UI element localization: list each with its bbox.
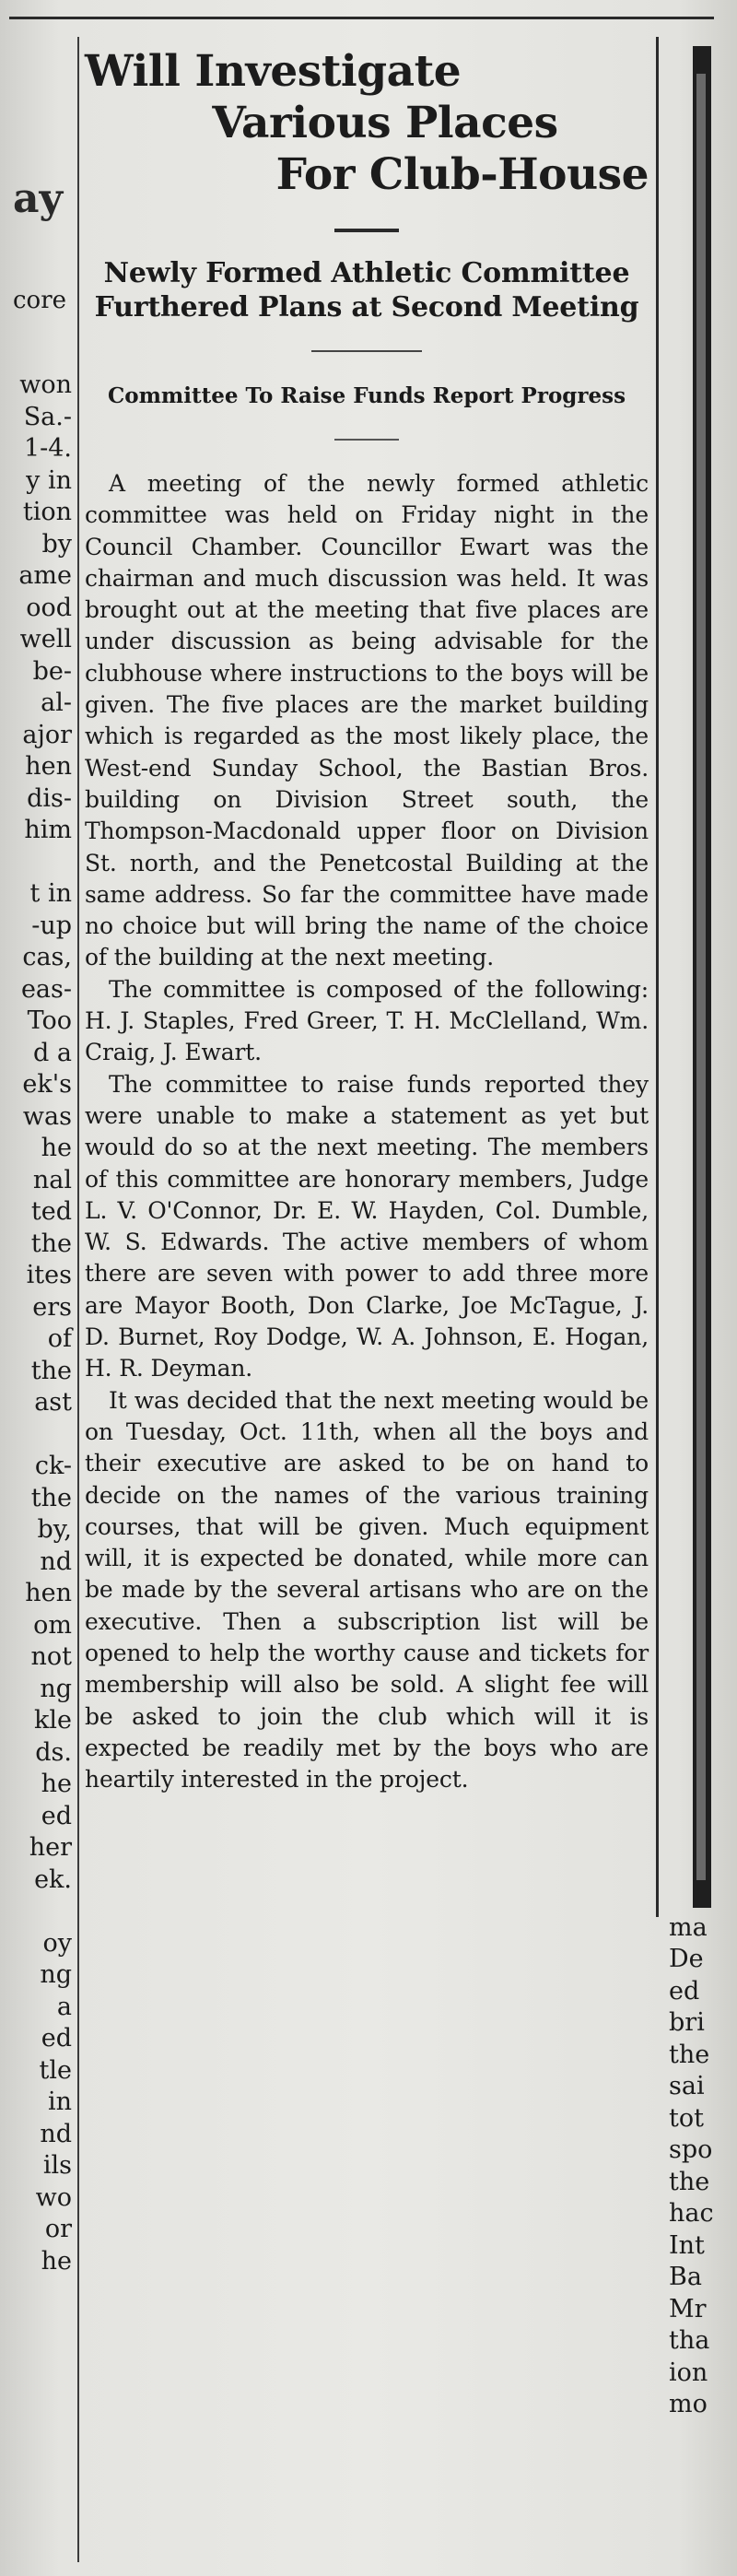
left-column-line: ites: [26, 1261, 72, 1289]
right-column-line: Int: [669, 2230, 705, 2260]
left-column-line: of: [47, 1324, 72, 1353]
left-column-line: wo: [35, 2182, 72, 2212]
column-rule-left: [77, 37, 79, 2562]
right-column-line: sai: [669, 2072, 705, 2100]
headline-line: Will Investigate: [85, 46, 462, 97]
right-border-bar-inner: [696, 74, 706, 1880]
left-column-line: ast: [34, 1388, 72, 1417]
left-column-line: ajor: [22, 720, 72, 749]
left-column-line: y in: [26, 465, 72, 495]
right-column-line: Mr: [669, 2294, 707, 2323]
left-column-line: he: [41, 2246, 72, 2276]
left-column-line: tle: [39, 2055, 72, 2085]
left-column-line: ck-: [34, 1452, 72, 1480]
left-column-line: he: [41, 1770, 72, 1798]
left-column-line: dis-: [27, 783, 72, 813]
headline-line: Various Places: [212, 98, 558, 148]
column-rule-right: [656, 37, 659, 1917]
right-column-line: ed: [669, 1976, 700, 2006]
left-column-line: om: [33, 1610, 72, 1640]
article: [85, 46, 649, 1795]
subdeck-divider: [334, 439, 399, 441]
left-column-line: ng: [40, 1960, 72, 1989]
right-column-line: hac: [669, 2199, 714, 2228]
top-border-rule: [9, 17, 714, 19]
left-column-line: be-: [32, 656, 72, 686]
left-column-line: her: [29, 1833, 72, 1862]
right-column-line: Ba: [669, 2263, 702, 2291]
deck-divider: [311, 350, 422, 352]
left-column-line: him: [24, 816, 72, 844]
right-column-line: ma: [669, 1912, 708, 1942]
left-column-line: [7, 847, 76, 879]
left-column-line: [7, 1896, 76, 1928]
right-column-line: mo: [669, 2390, 708, 2418]
left-column-line: eas-: [20, 974, 72, 1004]
left-column-line: by,: [37, 1515, 72, 1544]
left-column-line: ds.: [35, 1737, 72, 1767]
left-column-line: well: [19, 625, 72, 653]
left-column-line: al-: [41, 688, 72, 717]
left-column-line: not: [30, 1642, 72, 1671]
left-column-line: tion: [22, 498, 72, 526]
left-column-line: ted: [30, 1197, 72, 1226]
article-body: [85, 468, 649, 1795]
left-column-text: [7, 370, 76, 2277]
article-paragraph: The committee to raise funds reported they were unable to make a statement as yet but would do so at the next meeting. The members of this committee are honorary members, Judge L. V. O'Connor, Dr. E. W. Hayden, Col. Dumble, W. S. Edwards. The active members of whom there are seven with power to add three more are Mayor Booth, Don Clarke, Joe McTague, J. D. Burnet, Roy Dodge, W. A. Johnson, E. Hogan, H. R. Deyman.: [85, 1070, 649, 1382]
left-column-line: by: [41, 529, 72, 559]
left-column-line: ood: [26, 593, 72, 622]
headline: [85, 46, 649, 201]
right-column-line: tha: [669, 2326, 710, 2355]
left-column-line: Sa.-: [23, 402, 72, 431]
subdeck-headline: Committee To Raise Funds Report Progress: [107, 383, 626, 408]
left-column-line: cas,: [22, 943, 72, 971]
right-column-line: the: [669, 2040, 710, 2069]
left-column-line: was: [22, 1101, 72, 1131]
deck-headline: Newly Formed Athletic Committee Furthered Plans at Second Meeting: [94, 257, 639, 323]
left-column-line: ame: [18, 561, 72, 590]
right-column-line: tot: [669, 2103, 704, 2133]
headline-line: For Club-House: [275, 149, 649, 200]
left-column-line: nal: [32, 1165, 72, 1194]
left-column-line: he: [41, 1134, 72, 1162]
headline-divider: [334, 229, 399, 232]
left-column-line: the: [30, 1229, 72, 1258]
left-column-line: or: [44, 2215, 72, 2243]
left-column-line: oy: [42, 1928, 72, 1958]
right-column-line: ion: [669, 2358, 708, 2387]
left-column-line: ng: [40, 1674, 72, 1703]
left-column-line: the: [30, 1356, 72, 1385]
right-column-line: the: [669, 2167, 710, 2196]
left-column-line: ed: [41, 1801, 72, 1830]
left-column-line: nd: [40, 2119, 72, 2148]
left-column-line: the: [30, 1483, 72, 1512]
left-column-line: hen: [25, 1579, 72, 1607]
left-column-line: a: [56, 1992, 72, 2021]
left-column-line: in: [47, 2088, 72, 2116]
left-column-line: d a: [33, 1038, 72, 1067]
right-column-line: spo: [669, 2135, 713, 2164]
left-column-line: [7, 1419, 76, 1452]
article-paragraph: The committee is composed of the following: H. J. Staples, Fred Greer, T. H. McClelland, Wm. Craig, J. Ewart.: [85, 975, 649, 1066]
left-column-subhead-fragment: core: [13, 287, 67, 314]
left-column-line: ils: [42, 2151, 72, 2180]
left-column-line: ek.: [34, 1864, 72, 1894]
left-column-line: ek's: [22, 1070, 72, 1099]
left-column-line: Too: [27, 1006, 72, 1035]
left-column-line: kle: [34, 1706, 72, 1735]
article-paragraph: It was decided that the next meeting would be on Tuesday, Oct. 11th, when all the boys and their executive are asked to be on hand to decide on the names of the various training courses, that will be given. Much equipment will, it is expected be donated, while more can be made by the several artisans who are on the executive. Then a subscription list will be opened to help the worthy cause and tickets for membership will also be sold. A slight fee will be asked to join the club which will it is expected be readily met by the boys who are heartily interested in the project.: [85, 1386, 649, 1794]
right-column-line: [663, 1880, 737, 1912]
left-column-line: won: [19, 371, 72, 399]
right-column-line: De: [669, 1945, 704, 1973]
left-column-headline-fragment: ay: [13, 175, 64, 222]
left-column-line: ed: [41, 2024, 72, 2053]
adjacent-column-left: [7, 37, 76, 2562]
left-column-line: t in: [29, 879, 72, 908]
adjacent-column-right: [663, 1880, 737, 2562]
left-column-line: hen: [25, 752, 72, 781]
left-column-line: 1-4.: [23, 434, 72, 463]
right-column-line: bri: [669, 2008, 705, 2037]
article-paragraph: A meeting of the newly formed athletic committee was held on Friday night in the Council Chamber. Councillor Ewart was the chairman and much discussion was held. It was brought out at the meeting that five places are under discussion as being advisable for the clubhouse where instructions to the boys will be given. The five places are the market building which is regarded as the most likely place, the West-end Sunday School, the Bastian Bros. building on Division Street south, the Thompson-Macdonald upper floor on Division St. north, and the Penetcostal Building at the same address. So far the committee have made no choice but will bring the name of the choice of the building at the next meeting.: [85, 470, 649, 971]
left-column-line: -up: [31, 911, 72, 940]
left-column-line: ers: [32, 1292, 72, 1322]
left-column-line: nd: [40, 1547, 72, 1576]
